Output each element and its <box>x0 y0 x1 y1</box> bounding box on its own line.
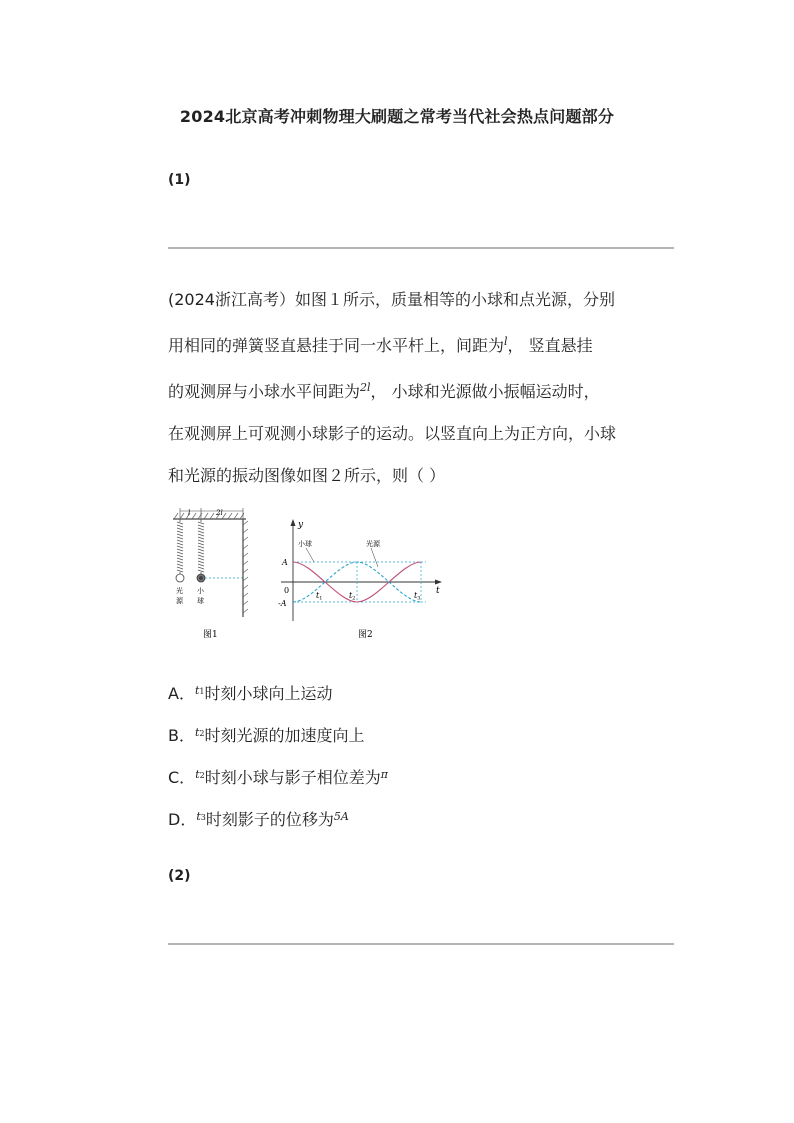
label-t1: t1 <box>316 591 323 602</box>
question-line-3-b: ， 小球和光源做小振幅运动时， <box>370 382 600 401</box>
label-t2: t2 <box>349 591 356 602</box>
option-c-tail: π <box>380 768 388 781</box>
option-c[interactable] <box>168 764 388 806</box>
legend-ball: 小球 <box>298 540 312 548</box>
label-origin: 0 <box>284 586 290 595</box>
option-c-text: 时刻小球与影子相位差为 <box>204 768 381 787</box>
page-title: 2024北京高考冲刺物理大刷题之常考当代社会热点问题部分 <box>179 107 615 126</box>
question-line-2-b: ， 竖直悬挂 <box>507 336 593 355</box>
option-d[interactable] <box>168 806 388 848</box>
option-a[interactable] <box>168 680 388 722</box>
option-b-prefix: B． <box>168 726 195 745</box>
question-line-4: 在观测屏上可观测小球影子的运动。以竖直向上为正方向，小球 <box>168 424 617 443</box>
option-b[interactable] <box>168 722 388 764</box>
legend-source-pointer <box>371 548 378 567</box>
option-a-text: 时刻小球向上运动 <box>204 684 333 703</box>
option-c-prefix: C． <box>168 768 196 787</box>
question-line-1: (2024浙江高考）如图１所示，质量相等的小球和点光源，分别 <box>168 290 615 309</box>
figure-2-caption: 图2 <box>358 630 373 640</box>
label-t3: t3 <box>414 591 421 602</box>
option-a-var: t1 <box>194 684 205 697</box>
legend-source: 光源 <box>366 540 380 548</box>
section-label-1: (1) <box>168 172 191 188</box>
ball-label-1: 小 <box>197 587 204 595</box>
option-a-prefix: A． <box>168 684 195 703</box>
screen-hatch <box>243 521 248 613</box>
divider-1 <box>168 247 674 249</box>
legend-ball-pointer <box>306 548 314 562</box>
question-line-2-a: 用相同的弹簧竖直悬挂于同一水平杆上，间距为 <box>168 336 505 355</box>
fig1-label-l: l <box>188 509 191 517</box>
answer-options <box>168 680 388 848</box>
option-b-text: 时刻光源的加速度向上 <box>204 726 365 745</box>
figure-1-caption: 图1 <box>203 630 218 640</box>
question-text <box>168 279 678 497</box>
divider-2 <box>168 943 674 945</box>
question-line-2 <box>168 321 678 367</box>
y-axis-label: y <box>298 520 304 530</box>
option-d-tail: 5A <box>333 810 349 823</box>
ball-label-2: 球 <box>197 597 204 605</box>
source-label-1: 光 <box>176 587 183 595</box>
spring-right <box>198 519 204 575</box>
question-line-3-a: 的观测屏与小球水平间距为 <box>168 382 361 401</box>
question-line-5: 和光源的振动图像如图２所示，则（ ） <box>168 466 446 485</box>
var-l: l <box>504 335 508 348</box>
source-label-2: 源 <box>176 597 183 605</box>
label-A: A <box>282 558 288 567</box>
question-figure <box>168 505 448 655</box>
option-d-text: 时刻影子的位移为 <box>205 810 334 829</box>
option-d-var: t3 <box>196 810 206 823</box>
option-d-prefix: D． <box>168 810 197 829</box>
option-c-var: t2 <box>195 768 205 781</box>
x-axis-label: t <box>436 586 440 596</box>
question-line-3 <box>168 367 678 413</box>
figure-1 <box>173 508 248 640</box>
var-2l: 2l <box>360 381 371 394</box>
ceiling-hatch <box>174 513 244 519</box>
fig1-label-2l: 2l <box>216 509 223 517</box>
light-source <box>176 574 184 582</box>
spring-left <box>177 519 183 575</box>
option-b-var: t2 <box>194 726 205 739</box>
figure-2 <box>278 519 442 640</box>
section-label-2: (2) <box>168 868 191 884</box>
label-negA: -A <box>278 599 287 608</box>
